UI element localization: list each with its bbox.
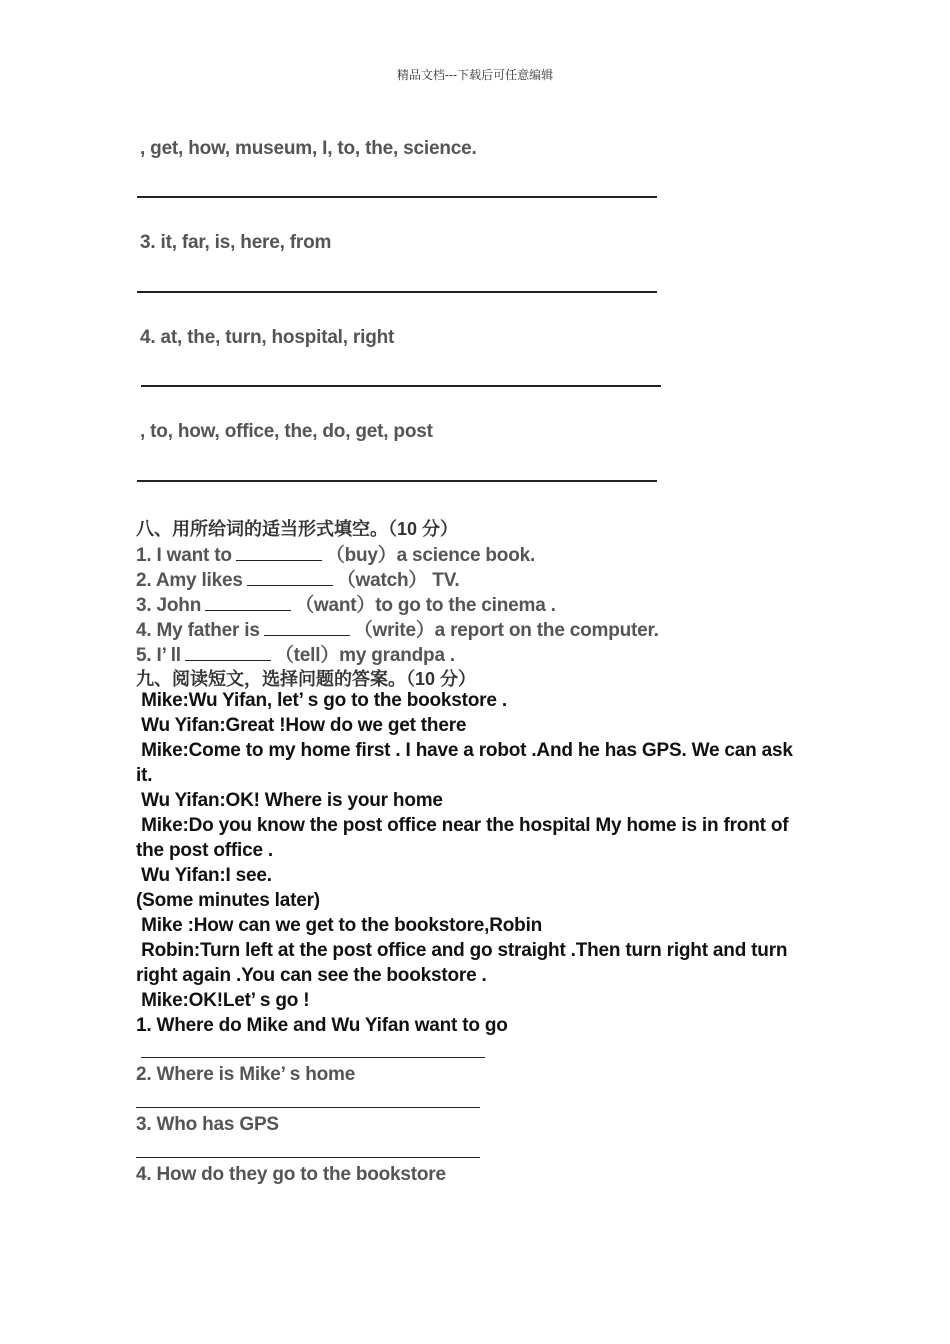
fill-blank-5[interactable]	[185, 644, 271, 661]
fill-item-2	[136, 565, 460, 592]
fill-item-4-post: a report on the computer.	[434, 620, 659, 641]
dialogue-line-12: right again .You can see the bookstore .	[136, 965, 487, 986]
fill-blank-3[interactable]	[205, 594, 291, 611]
fill-item-1-hint: （buy）	[325, 545, 397, 566]
fill-item-4-pre: 4. My father is	[136, 620, 260, 641]
fill-item-5-hint: （tell）	[274, 645, 340, 666]
page-header: 精品文档---下载后可任意编辑	[396, 68, 554, 82]
dialogue-line-5: Wu Yifan:OK! Where is your home	[136, 790, 443, 811]
dialogue-line-10: Mike :How can we get to the bookstore,Robin	[136, 915, 543, 936]
dialogue-line-3: Mike:Come to my home first . I have a robot .And he has GPS. We can ask	[136, 740, 793, 761]
section-8-title: 八、用所给词的适当形式填空。（10 分）	[136, 519, 459, 539]
ordering-item-5: , to, how, office, the, do, get, post	[140, 421, 433, 442]
question-4: 4. How do they go to the bookstore	[136, 1164, 446, 1185]
ordering-item-1: , get, how, museum, I, to, the, science.	[140, 138, 477, 159]
fill-item-1-pre: 1. I want to	[136, 545, 232, 566]
question-2-answer-line[interactable]	[136, 1107, 480, 1108]
fill-item-5	[136, 640, 455, 667]
ordering-item-4: 4. at, the, turn, hospital, right	[140, 327, 395, 348]
dialogue-line-11: Robin:Turn left at the post office and go straight .Then turn right and turn	[136, 940, 788, 961]
fill-item-2-hint: （watch）	[336, 570, 428, 591]
fill-blank-4[interactable]	[264, 619, 350, 636]
fill-item-1-post: a science book.	[396, 545, 536, 566]
fill-item-3-hint: （want）	[295, 595, 376, 616]
ordering-item-3: 3. it, far, is, here, from	[140, 232, 332, 253]
question-3-answer-line[interactable]	[136, 1157, 480, 1158]
answer-line-1	[137, 196, 657, 198]
question-2: 2. Where is Mike’ s home	[136, 1064, 356, 1085]
fill-item-3-post: to go to the cinema .	[375, 595, 556, 616]
fill-item-3	[136, 590, 556, 617]
dialogue-line-6: Mike:Do you know the post office near the hospital My home is in front of	[136, 815, 789, 836]
fill-blank-1[interactable]	[236, 544, 322, 561]
dialogue-line-9: (Some minutes later)	[136, 890, 320, 911]
dialogue-line-1: Mike:Wu Yifan, let’ s go to the bookstore .	[136, 690, 507, 711]
fill-item-4-hint: （write）	[353, 620, 435, 641]
dialogue-line-2: Wu Yifan:Great !How do we get there	[136, 715, 467, 736]
fill-item-3-pre: 3. John	[136, 595, 202, 616]
fill-blank-2[interactable]	[247, 569, 333, 586]
question-3: 3. Who has GPS	[136, 1114, 279, 1135]
fill-item-2-pre: 2. Amy likes	[136, 570, 243, 591]
answer-line-4	[141, 385, 661, 387]
fill-item-4	[136, 615, 659, 642]
fill-item-5-pre: 5. I’ ll	[136, 645, 181, 666]
answer-line-5	[137, 480, 657, 482]
dialogue-line-13: Mike:OK!Let’ s go !	[136, 990, 310, 1011]
dialogue-line-4: it.	[136, 765, 153, 786]
fill-item-5-post: my grandpa .	[339, 645, 455, 666]
dialogue-line-8: Wu Yifan:I see.	[136, 865, 272, 886]
question-1: 1. Where do Mike and Wu Yifan want to go	[136, 1015, 508, 1036]
fill-item-1	[136, 540, 535, 567]
dialogue-line-7: the post office .	[136, 840, 273, 861]
answer-line-3	[137, 291, 657, 293]
fill-item-2-post: TV.	[427, 570, 460, 591]
question-1-answer-line[interactable]	[141, 1057, 485, 1058]
section-9-title: 九、阅读短文，选择问题的答案。（10 分）	[136, 669, 477, 689]
